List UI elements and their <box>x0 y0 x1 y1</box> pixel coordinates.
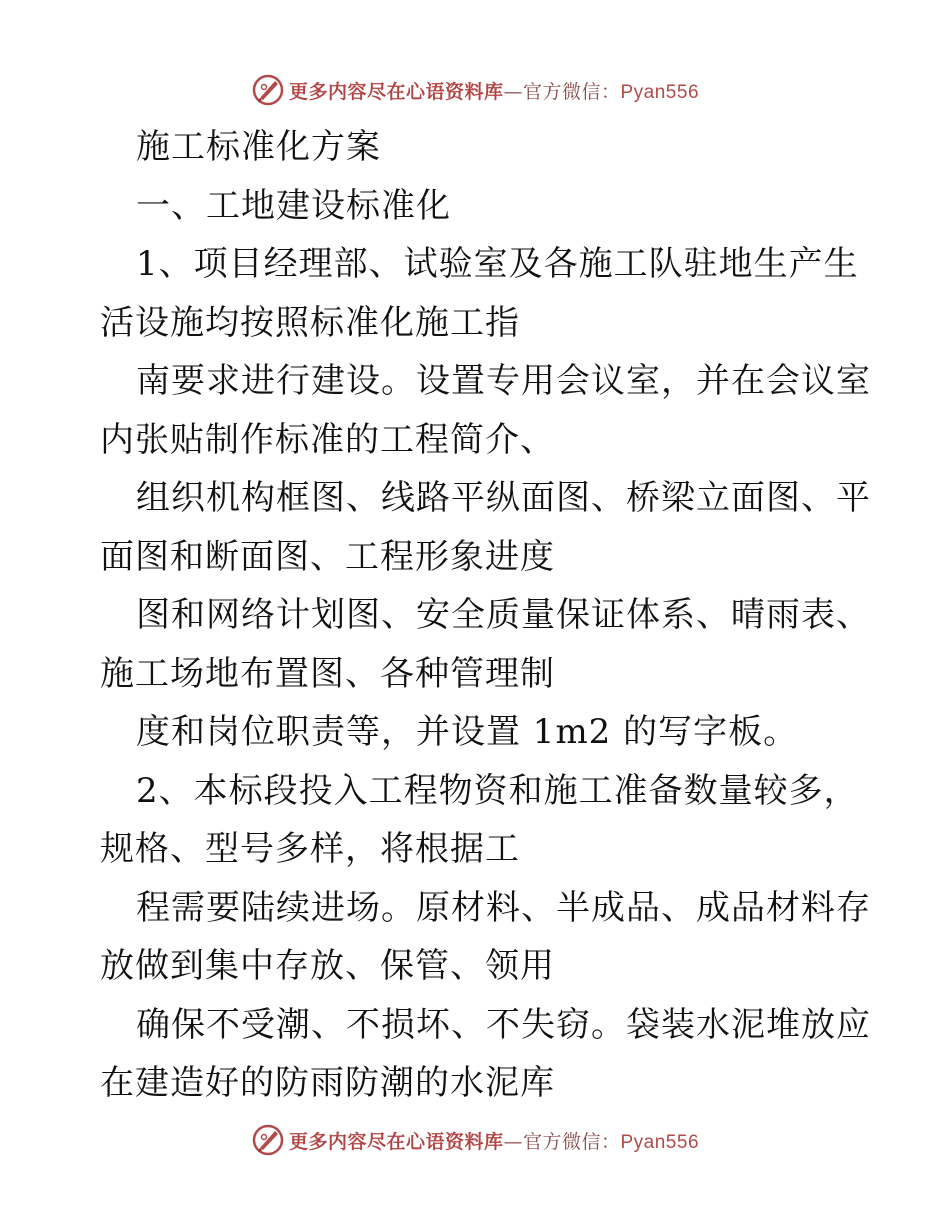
watermark-text <box>289 77 699 104</box>
paragraph-line: 施工场地布置图、各种管理制 <box>100 653 555 694</box>
quill-pen-logo-icon <box>251 73 285 107</box>
watermark-separator: — <box>503 1130 523 1153</box>
section-heading: 一、工地建设标准化 <box>136 185 451 226</box>
document-body <box>100 118 871 1113</box>
watermark-official-label: 官方微信： <box>522 80 621 103</box>
watermark-official-label: 官方微信： <box>522 1130 621 1153</box>
paragraph-line: 程需要陆续进场。原材料、半成品、成品材料存 <box>136 887 871 928</box>
paragraph-line: 确保不受潮、不损坏、不失窃。袋装水泥堆放应 <box>136 1004 871 1045</box>
paragraph-line: 活设施均按照标准化施工指 <box>100 302 520 343</box>
paragraph-line: 放做到集中存放、保管、领用 <box>100 946 555 986</box>
paragraph-line: 2、本标段投入工程物资和施工准备数量较多， <box>136 770 859 811</box>
document-title: 施工标准化方案 <box>136 127 381 167</box>
paragraph-line: 度和岗位职责等，并设置 1m2 的写字板。 <box>136 712 799 752</box>
watermark-brand: 更多内容尽在心语资料库 <box>288 1130 504 1153</box>
paragraph-line: 组织机构框图、线路平纵面图、桥梁立面图、平 <box>136 478 871 518</box>
watermark-wechat-id: Pyan556 <box>620 1131 700 1153</box>
footer-watermark <box>0 1120 950 1160</box>
watermark-brand: 更多内容尽在心语资料库 <box>288 80 504 103</box>
header-watermark <box>0 70 950 110</box>
paragraph-line: 规格、型号多样，将根据工 <box>100 829 520 869</box>
paragraph-line: 图和网络计划图、安全质量保证体系、晴雨表、 <box>136 595 871 635</box>
paragraph-line: 内张贴制作标准的工程简介、 <box>100 419 555 460</box>
paragraph-line: 1、项目经理部、试验室及各施工队驻地生产生 <box>136 244 859 284</box>
watermark-separator: — <box>503 80 523 103</box>
paragraph-line: 南要求进行建设。设置专用会议室，并在会议室 <box>136 361 871 401</box>
quill-pen-logo-icon <box>251 1123 285 1157</box>
paragraph-line: 面图和断面图、工程形象进度 <box>100 536 555 577</box>
watermark-text <box>289 1127 699 1154</box>
watermark-wechat-id: Pyan556 <box>620 81 700 103</box>
paragraph-line: 在建造好的防雨防潮的水泥库 <box>100 1063 555 1103</box>
